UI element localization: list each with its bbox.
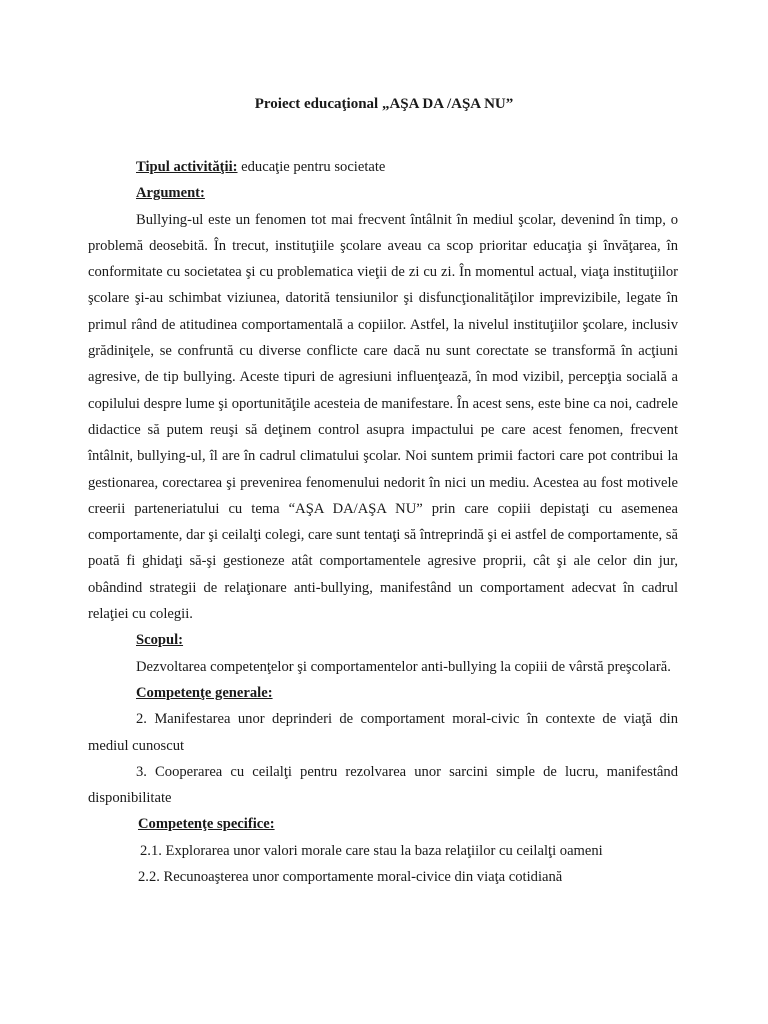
specific-competences-heading: Competenţe specifice: bbox=[138, 816, 275, 833]
scope-heading: Scopul: bbox=[136, 632, 184, 649]
argument-heading: Argument: bbox=[136, 185, 205, 202]
general-competence-item: 3. Cooperarea cu ceilalţi pentru rezolvarea unor sarcini simple de lucru, manifestând disponibilitate bbox=[88, 763, 678, 807]
argument-paragraph: Bullying-ul este un fenomen tot mai frecvent întâlnit în mediul şcolar, devenind în timp, o problemă deosebită. În trecut, instituţiile şcolare aveau ca scop prioritar educaţia şi învăţarea, în conformitate cu societatea şi cu problematica vieţii de zi cu zi. În momentul actual, viaţa instituţiilor şcolare şi-au schimbat viziunea, datorită tensiunilor şi disfuncţionalităţilor imprevizibile, legate în primul rând de atitudinea comportamentală a copiilor. Astfel, la nivelul instituţiilor şcolare, inclusiv grădiniţele, se confruntă cu diverse conflicte care dacă nu sunt corectate se transformă în acţiuni agresive, de tip bullying. Aceste tipuri de agresiuni influenţează, în mod vizibil, percepţia socială a copilului despre lume şi oportunităţile acesteia de manifestare. În acest sens, este bine ca noi, cadrele didactice să putem reuşi să deţinem control asupra impactului pe care acest fenomen, frecvent întâlnit, bullying-ul, îl are în cadrul climatului şcolar. Noi suntem primii factori care pot contribui la gestionarea, corectarea şi prevenirea fenomenului nedorit în nici un mediu. Acestea au fost motivele creerii parteneriatului cu tema “AŞA DA/AŞA NU” prin care copiii depistaţi cu asemenea comportamente, dar şi ceilalţi colegi, care sunt tentaţi să întreprindă şi ei astfel de comportamente, să poată fi ghidaţi să-şi gestioneze atât comportamentele agresive proprii, cât şi ale celor din jur, obândind strategii de relaţionare anti-bullying, manifestând un comportament adecvat în cadrul relaţiei cu colegii. bbox=[88, 211, 679, 623]
scope-paragraph: Dezvoltarea competenţelor şi comportamentelor anti-bullying la copiii de vârstă preşcolară. bbox=[136, 658, 671, 675]
general-competences-heading: Competenţe generale: bbox=[136, 684, 273, 701]
general-competences-heading-line bbox=[88, 680, 678, 706]
specific-competences-heading-line bbox=[88, 811, 678, 837]
general-competence-item: 2. Manifestarea unor deprinderi de comportament moral-civic în contexte de viaţă din mediul cunoscut bbox=[88, 711, 678, 754]
activity-type-value: educaţie pentru societate bbox=[237, 159, 386, 175]
scope-heading-line bbox=[88, 627, 678, 653]
document-title: Proiect educaţional „AŞA DA /AŞA NU” bbox=[254, 96, 514, 112]
specific-competence-item: 2.2. Recunoaşterea unor comportamente moral-civice din viaţa cotidiană bbox=[138, 869, 563, 886]
argument-heading-line bbox=[88, 180, 678, 206]
specific-competence-item: 2.1. Explorarea unor valori morale care stau la baza relaţiilor cu ceilalţi oameni bbox=[140, 842, 603, 859]
activity-type-line bbox=[88, 154, 678, 180]
document-body bbox=[88, 154, 678, 890]
activity-type-label: Tipul activităţii: bbox=[136, 159, 238, 175]
